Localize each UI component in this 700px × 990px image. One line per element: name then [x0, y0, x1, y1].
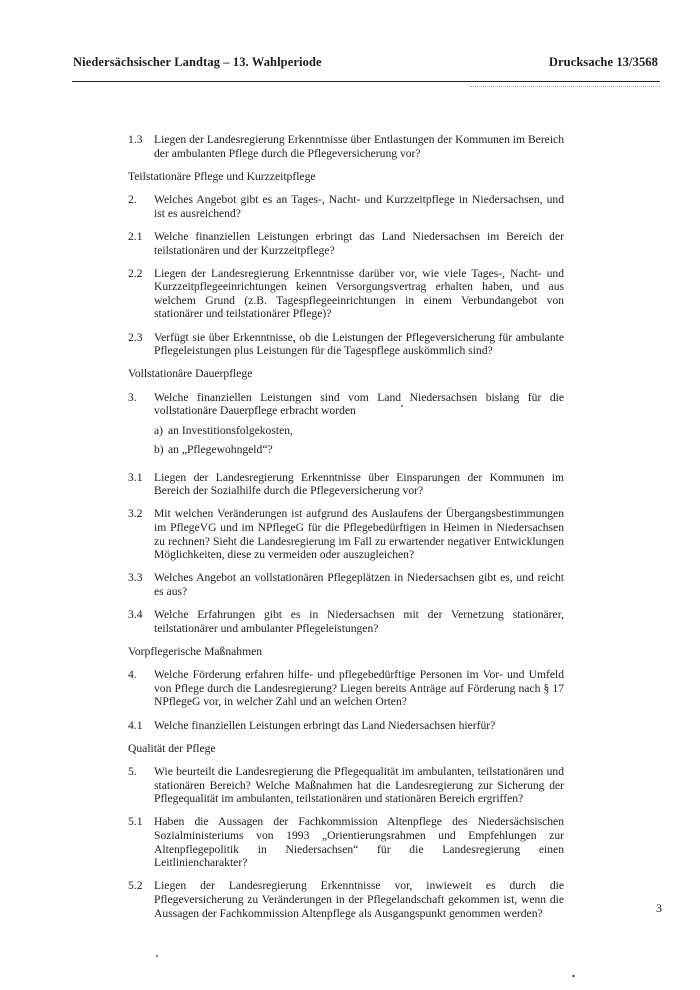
question-text: Liegen der Landesregierung Erkenntnisse über Entlastungen der Kommunen im Bereich der ambulanten Pflege durch die Pflegeversicherung vor? [154, 133, 564, 160]
question-body [154, 267, 564, 321]
document-body [128, 133, 564, 930]
scan-speck [156, 955, 158, 957]
question-text: Welches Angebot gibt es an Tages-, Nacht- und Kurzzeitpflege in Niedersachsen, und ist es ausreichend? [154, 193, 564, 220]
question-item [128, 507, 564, 561]
question-text: Welches Angebot an vollstationären Pflegeplätzen in Niedersachsen gibt es, und reicht es aus? [154, 571, 564, 598]
question-text: Mit welchen Veränderungen ist aufgrund des Auslaufens der Übergangsbestimmungen im PflegeVG und im NPflegeG für die Pflegebedürftigen in Heimen in Niedersachsen zu rechnen? Sieht die Landesregierung im Fall zu erwartender negativer Entwicklungen Möglichkeiten, diese zu vermeiden oder auszugleichen? [154, 507, 564, 562]
sub-item-label: a) [154, 424, 164, 437]
sub-item-text: an Investitionsfolgekosten, [168, 424, 293, 437]
question-body [154, 391, 564, 461]
question-text: Liegen der Landesregierung Erkenntnisse darüber vor, wie viele Tages-, Nacht- und Kurzzeitpflegeeinrichtungen keinen Versorgungsvertrag erhalten haben, und aus welchem Grund (z.B. Tagespflegeeinrichtungen in einem Verbundangebot von stationärer und teilstationärer Pflege)? [154, 266, 564, 321]
sub-item [154, 424, 564, 438]
sub-list [154, 424, 564, 456]
question-body [154, 507, 564, 561]
question-item [128, 765, 564, 806]
question-item [128, 815, 564, 869]
question-number: 3.3 [128, 571, 143, 585]
question-text: Liegen der Landesregierung Erkenntnisse vor, inwieweit es durch die Pflegeversicherung zu Veränderungen in der Pflegelandschaft gekommen ist, wenn die Aussagen der Fachkommission Altenpflege als Ausgangspunkt genommen werden? [154, 879, 564, 920]
question-number: 4.1 [128, 718, 143, 732]
section-heading: Vorpflegerische Maßnahmen [128, 644, 263, 658]
question-item [128, 719, 564, 733]
question-item [128, 230, 564, 257]
question-text: Welche Erfahrungen gibt es in Niedersachsen mit der Vernetzung stationärer, teilstationärer und ambulanter Pflegeleistungen? [154, 607, 564, 635]
question-body [154, 668, 564, 709]
section-heading: Vollstationäre Dauerpflege [128, 367, 253, 381]
question-item [128, 267, 564, 321]
question-item [128, 608, 564, 635]
question-number: 1.3 [128, 133, 143, 146]
question-body [154, 133, 564, 160]
question-number: 5.1 [128, 815, 143, 829]
scan-speck [401, 405, 403, 407]
question-body [154, 331, 564, 358]
question-body [154, 879, 564, 920]
question-number: 5.2 [128, 879, 143, 893]
question-body [154, 815, 564, 869]
header-doc-number: Drucksache 13/3568 [548, 55, 658, 69]
sub-item-label: b) [154, 442, 164, 456]
question-body [154, 571, 564, 598]
question-item [128, 331, 564, 358]
question-body [154, 765, 564, 806]
question-item [128, 193, 564, 220]
sub-item [154, 443, 564, 457]
question-body [154, 608, 564, 635]
question-number: 2. [128, 193, 137, 207]
question-item [128, 391, 564, 461]
question-text: Welche Förderung erfahren hilfe- und pflegebedürftige Personen im Vor- und Umfeld von Pflege durch die Landesregierung? Liegen bereits Anträge auf Förderung nach § 17 NPflegeG vor, in welcher Zahl und an welchen Orten? [154, 668, 564, 709]
section-heading: Teilstationäre Pflege und Kurzzeitpflege [128, 169, 316, 183]
question-item [128, 133, 564, 160]
question-text: Liegen der Landesregierung Erkenntnisse über Einsparungen der Kommunen im Bereich der Sozialhilfe durch die Pflegeversicherung vor? [154, 470, 564, 498]
section-heading: Qualität der Pflege [128, 741, 216, 755]
question-number: 3. [128, 390, 137, 404]
question-body [154, 719, 564, 733]
page-number: 3 [656, 901, 662, 915]
question-text: Haben die Aussagen der Fachkommission Altenpflege des Niedersächsischen Sozialministeriums von 1993 „Orientierungsrahmen und Empfehlungen zur Altenpflegepolitik in Niedersachsen“ für die Landesregierung einen Leitliniencharakter? [154, 815, 564, 870]
question-number: 2.3 [128, 330, 143, 344]
header-rule [72, 81, 660, 82]
question-body [154, 230, 564, 257]
question-item [128, 668, 564, 709]
question-text: Welche finanziellen Leistungen erbringt das Land Niedersachsen im Bereich der teilstationären und der Kurzzeitpflege? [154, 229, 564, 257]
question-body [154, 471, 564, 498]
question-number: 2.1 [128, 229, 143, 243]
question-text: Welche finanziellen Leistungen erbringt das Land Niedersachsen hierfür? [154, 718, 496, 732]
question-item [128, 571, 564, 598]
question-body [154, 193, 564, 220]
question-number: 3.1 [128, 470, 143, 484]
sub-item-text: an „Pflegewohngeld“? [168, 442, 273, 456]
question-item [128, 471, 564, 498]
scan-speck [572, 975, 575, 977]
header-rule-faint [470, 86, 660, 87]
question-item [128, 879, 564, 920]
question-text: Welche finanziellen Leistungen sind vom Land Niedersachsen bislang für die vollstationäre Dauerpflege erbracht worden [154, 390, 564, 418]
question-number: 3.2 [128, 507, 143, 521]
question-text: Wie beurteilt die Landesregierung die Pflegequalität im ambulanten, teilstationären und stationären Bereich? Welche Maßnahmen hat die Landesregierung zur Sicherung der Pflegequalität im ambulanten, teilstationären und stationären Bereich ergriffen? [154, 765, 564, 806]
question-number: 3.4 [128, 607, 143, 621]
question-number: 2.2 [128, 266, 143, 280]
header-title: Niedersächsischer Landtag – 13. Wahlperiode [73, 55, 322, 69]
question-number: 4. [128, 668, 137, 682]
question-number: 5. [128, 765, 137, 779]
question-text: Verfügt sie über Erkenntnisse, ob die Leistungen der Pflegeversicherung für ambulante Pflegeleistungen plus Leistungen für die Tagespflege auskömmlich sind? [154, 330, 564, 358]
